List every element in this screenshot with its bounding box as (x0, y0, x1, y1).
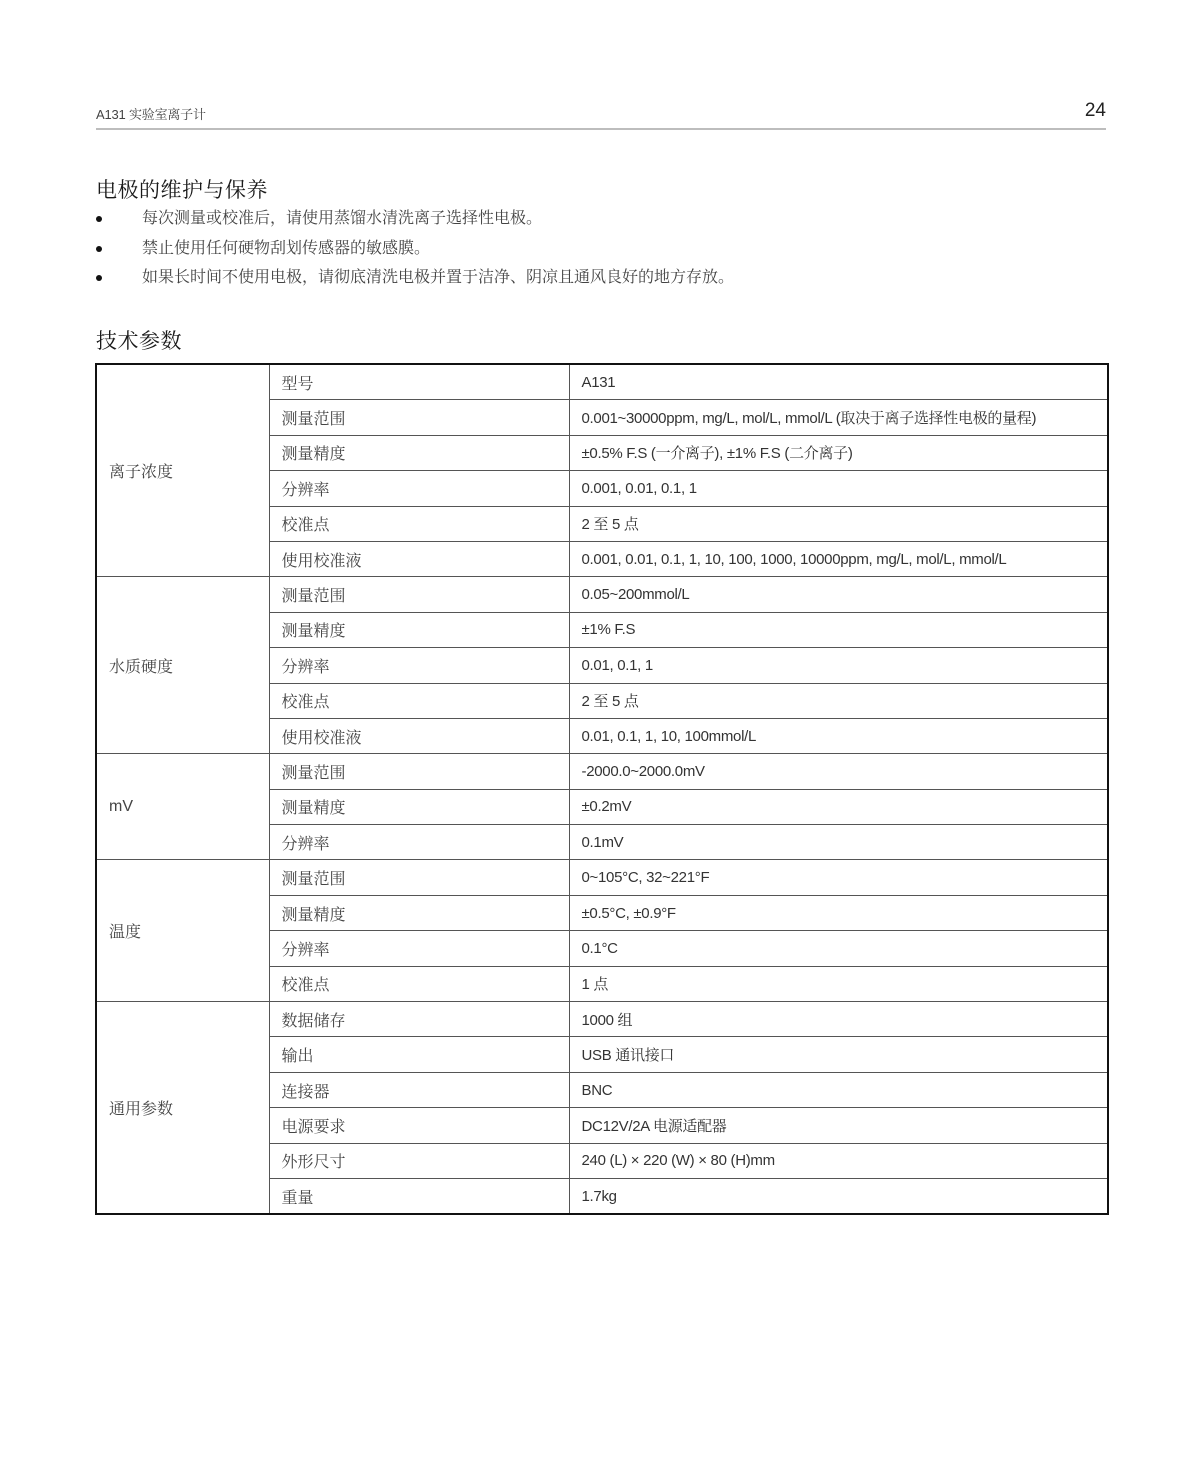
specs-heading: 技术参数 (96, 330, 182, 353)
param-name: 测量精度 (269, 435, 569, 470)
param-value: -2000.0~2000.0mV (569, 754, 1108, 789)
param-value: 0.05~200mmol/L (569, 577, 1108, 612)
param-name: 测量范围 (269, 860, 569, 895)
param-name: 校准点 (269, 683, 569, 718)
list-item (96, 204, 1096, 234)
group-label: 通用参数 (96, 1002, 269, 1215)
param-name: 测量范围 (269, 577, 569, 612)
spec-table (95, 363, 1109, 1215)
list-item-text: 如果长时间不使用电极，请彻底清洗电极并置于洁净、阴凉且通风良好的地方存放。 (142, 269, 735, 286)
page-header (96, 100, 1106, 130)
param-value: ±0.5°C, ±0.9°F (569, 895, 1108, 930)
list-item-text: 每次测量或校准后，请使用蒸馏水清洗离子选择性电极。 (142, 210, 543, 227)
param-name: 测量精度 (269, 895, 569, 930)
list-item (96, 263, 1096, 293)
list-item (96, 234, 1096, 264)
param-value: 0.01, 0.1, 1 (569, 648, 1108, 683)
param-name: 重量 (269, 1178, 569, 1214)
param-value: USB 通讯接口 (569, 1037, 1108, 1072)
page-number: 24 (1084, 100, 1106, 121)
param-name: 输出 (269, 1037, 569, 1072)
param-value: 1000 组 (569, 1002, 1108, 1037)
table-row (96, 1002, 1108, 1037)
group-label: 温度 (96, 860, 269, 1002)
table-row (96, 754, 1108, 789)
param-name: 型号 (269, 364, 569, 400)
param-name: 校准点 (269, 966, 569, 1001)
param-name: 数据储存 (269, 1002, 569, 1037)
param-value: ±0.5% F.S (一介离子), ±1% F.S (二介离子) (569, 435, 1108, 470)
param-value: 0.001, 0.01, 0.1, 1, 10, 100, 1000, 10000ppm, mg/L, mol/L, mmol/L (569, 541, 1108, 576)
maintenance-list (96, 204, 1096, 293)
header-divider (96, 128, 1106, 130)
maintenance-heading: 电极的维护与保养 (96, 179, 268, 202)
group-label: mV (96, 754, 269, 860)
param-value: 0.001~30000ppm, mg/L, mol/L, mmol/L (取决于离子选择性电极的量程) (569, 400, 1108, 435)
group-label: 水质硬度 (96, 577, 269, 754)
param-name: 测量精度 (269, 612, 569, 647)
param-value: A131 (569, 364, 1108, 400)
param-value: ±0.2mV (569, 789, 1108, 824)
param-name: 校准点 (269, 506, 569, 541)
param-name: 外形尺寸 (269, 1143, 569, 1178)
param-name: 使用校准液 (269, 718, 569, 753)
param-value: 0.1°C (569, 931, 1108, 966)
table-row (96, 860, 1108, 895)
param-value: 0.1mV (569, 825, 1108, 860)
bullet-icon (96, 216, 102, 222)
param-name: 测量范围 (269, 754, 569, 789)
table-row (96, 577, 1108, 612)
param-value: 1 点 (569, 966, 1108, 1001)
param-name: 连接器 (269, 1072, 569, 1107)
param-value: 0.01, 0.1, 1, 10, 100mmol/L (569, 718, 1108, 753)
param-value: 1.7kg (569, 1178, 1108, 1214)
list-item-text: 禁止使用任何硬物刮划传感器的敏感膜。 (142, 239, 431, 257)
bullet-icon (96, 246, 102, 252)
param-value: ±1% F.S (569, 612, 1108, 647)
param-value: BNC (569, 1072, 1108, 1107)
param-name: 分辨率 (269, 931, 569, 966)
param-name: 使用校准液 (269, 541, 569, 576)
param-name: 电源要求 (269, 1108, 569, 1143)
param-value: 0.001, 0.01, 0.1, 1 (569, 471, 1108, 506)
table-row (96, 364, 1108, 400)
param-value: 2 至 5 点 (569, 506, 1108, 541)
param-name: 分辨率 (269, 648, 569, 683)
param-value: DC12V/2A 电源适配器 (569, 1108, 1108, 1143)
param-name: 分辨率 (269, 825, 569, 860)
bullet-icon (96, 275, 102, 281)
param-name: 分辨率 (269, 471, 569, 506)
param-name: 测量精度 (269, 789, 569, 824)
param-value: 0~105°C, 32~221°F (569, 860, 1108, 895)
param-name: 测量范围 (269, 400, 569, 435)
group-label: 离子浓度 (96, 364, 269, 577)
param-value: 240 (L) × 220 (W) × 80 (H)mm (569, 1143, 1108, 1178)
param-value: 2 至 5 点 (569, 683, 1108, 718)
document-title: A131 实验室离子计 (96, 107, 206, 122)
